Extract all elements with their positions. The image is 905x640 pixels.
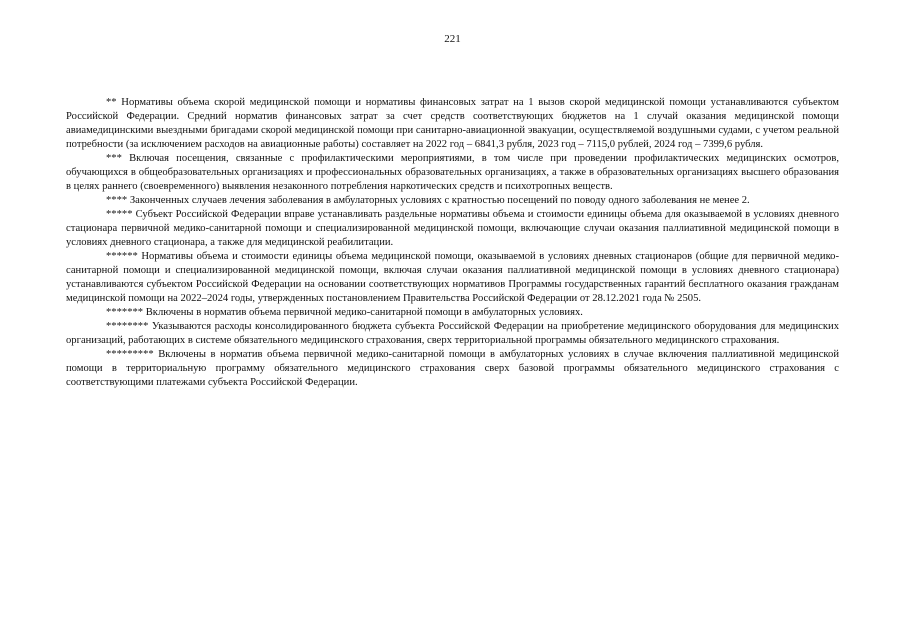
footnote-7: ******* Включены в норматив объема первичной медико-санитарной помощи в амбулаторных условиях. (106, 307, 583, 318)
footnotes-section (66, 96, 839, 390)
footnote-9: ********* Включены в норматив объема первичной медико-санитарной помощи в амбулаторных условиях в случае включения паллиативной медицинской помощи в территориальную программу обязательного медицинского страхования сверх базовой программы обязательного медицинского страхования с соответствующими платежами субъекта Российской Федерации. (66, 349, 839, 388)
footnote-8: ******** Указываются расходы консолидированного бюджета субъекта Российской Федерации на приобретение медицинского оборудования для медицинских организаций, работающих в системе обязательного медицинского страхования, сверх территориальной программы обязательного медицинского страхования. (66, 321, 839, 346)
page-number: 221 (444, 33, 461, 45)
footnote-4: **** Законченных случаев лечения заболевания в амбулаторных условиях с кратностью посещений по поводу одного заболевания не менее 2. (106, 195, 750, 206)
footnote-5: ***** Субъект Российской Федерации вправе устанавливать раздельные нормативы объема и стоимости единицы объема для оказываемой в условиях дневного стационара первичной медико-санитарной помощи и специализированной медицинской помощи, включающие случаи оказания паллиативной медицинской помощи в условиях дневного стационара, а также для медицинской реабилитации. (66, 209, 839, 248)
footnote-3: *** Включая посещения, связанные с профилактическими мероприятиями, в том числе при проведении профилактических медицинских осмотров, обучающихся в общеобразовательных организациях и профессиональных образовательных организациях, а также в образовательных организациях высшего образования в целях раннего (своевременного) выявления незаконного потребления наркотических средств и психотропных веществ. (66, 153, 839, 192)
footnote-2: ** Нормативы объема скорой медицинской помощи и нормативы финансовых затрат на 1 вызов скорой медицинской помощи устанавливаются субъектом Российской Федерации. Средний норматив финансовых затрат за счет средств соответствующих бюджетов на 1 случай оказания медицинской помощи авиамедицинскими выездными бригадами скорой медицинской помощи при санитарно-авиационной эвакуации, осуществляемой воздушными судами, с учетом реальной потребности (за исключением расходов на авиационные работы) составляет на 2022 год – 6841,3 рубля, 2023 год – 7115,0 рублей, 2024 год – 7399,6 рубля. (66, 97, 839, 150)
footnote-6: ****** Нормативы объема и стоимости единицы объема медицинской помощи, оказываемой в условиях дневных стационаров (общие для первичной медико-санитарной помощи и специализированной медицинской помощи, включая случаи оказания паллиативной медицинской помощи в условиях дневного стационара) устанавливаются субъектом Российской Федерации на основании соответствующих нормативов Программы государственных гарантий бесплатного оказания гражданам медицинской помощи на 2022–2024 годы, утвержденных постановлением Правительства Российской Федерации от 28.12.2021 года № 2505. (66, 251, 839, 304)
